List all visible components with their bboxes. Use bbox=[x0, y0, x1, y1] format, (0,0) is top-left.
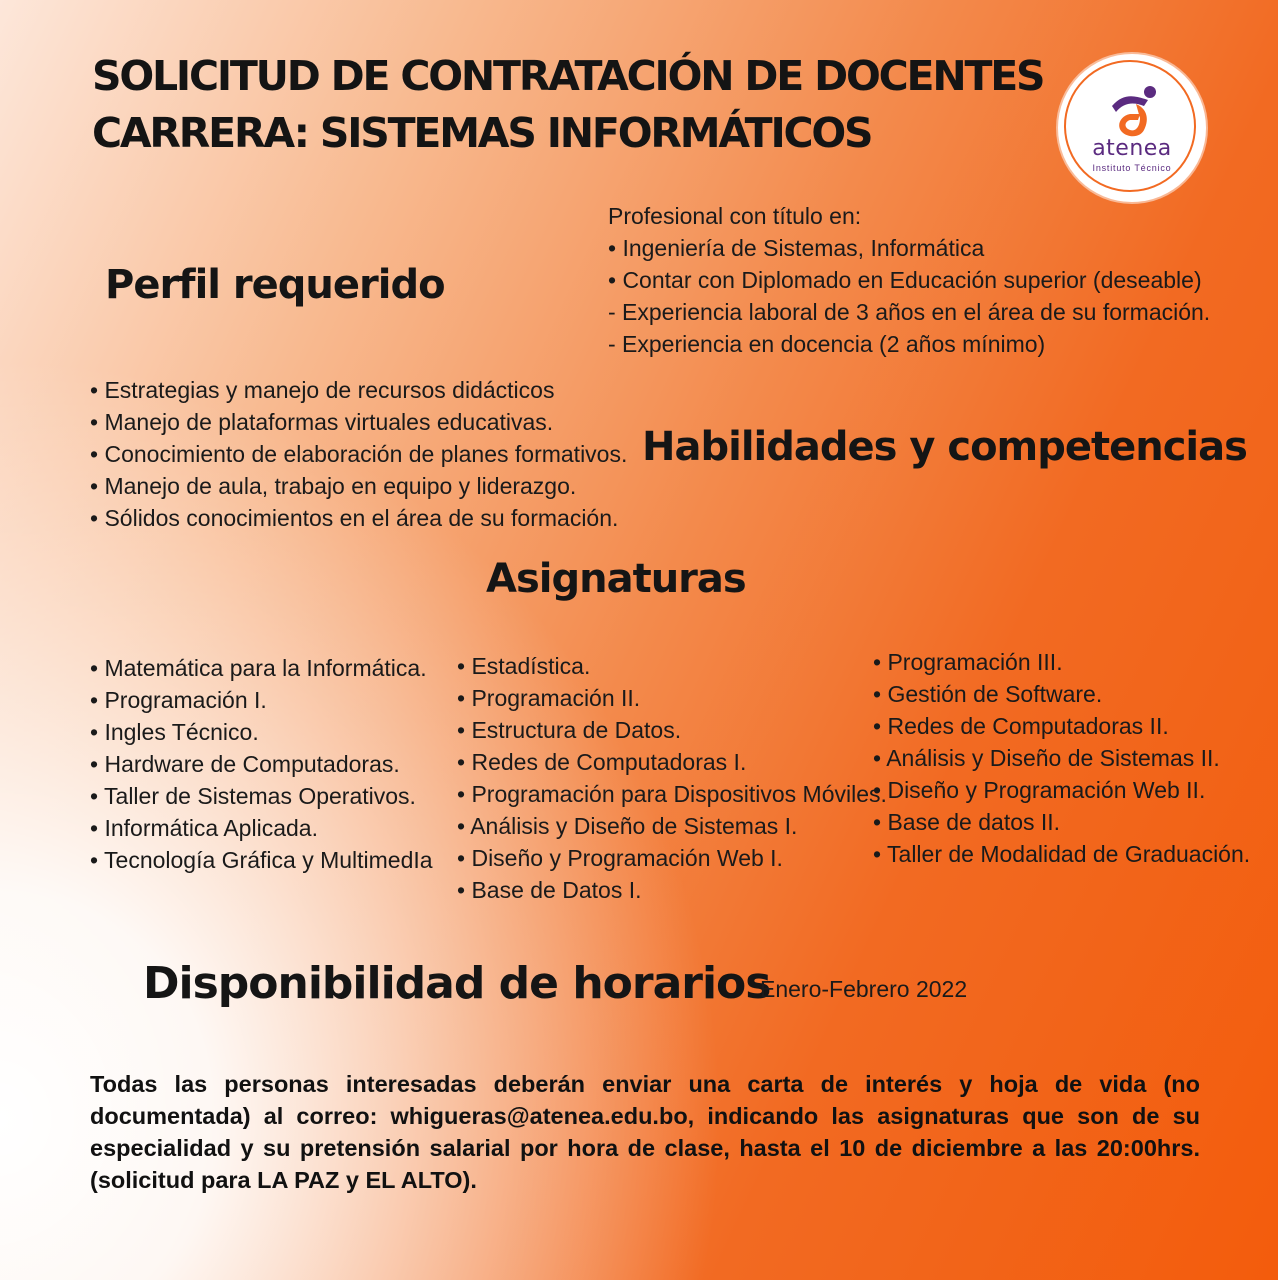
list-item: • Diseño y Programación Web I. bbox=[457, 842, 887, 874]
application-instructions: Todas las personas interesadas deberán enviar una carta de interés y hoja de vida (no documentada) al correo: whigueras@atenea.edu.bo, indicando las asignaturas que son de su especialidad y su pretensión salarial por hora de clase, hasta el 10 de diciembre a las 20:00hrs. (solicitud para LA PAZ y EL ALTO). bbox=[90, 1071, 1200, 1193]
list-item: • Redes de Computadoras II. bbox=[873, 710, 1250, 742]
list-item: • Programación II. bbox=[457, 682, 887, 714]
disponibilidad-dates: Enero-Febrero 2022 bbox=[760, 976, 968, 1002]
logo-wordmark: atenea bbox=[1092, 136, 1172, 161]
perfil-line: • Contar con Diplomado en Educación superior (deseable) bbox=[608, 267, 1202, 293]
list-item: • Análisis y Diseño de Sistemas II. bbox=[873, 742, 1250, 774]
title-line-2: CARRERA: SISTEMAS INFORMÁTICOS bbox=[92, 109, 872, 157]
atenea-figure-logo-icon bbox=[1106, 84, 1166, 140]
list-item: • Estructura de Datos. bbox=[457, 714, 887, 746]
asignaturas-column-3 bbox=[873, 646, 1250, 870]
list-item: • Hardware de Computadoras. bbox=[90, 748, 433, 780]
list-item: • Ingles Técnico. bbox=[90, 716, 433, 748]
list-item: • Taller de Modalidad de Graduación. bbox=[873, 838, 1250, 870]
perfil-line: - Experiencia laboral de 3 años en el área de su formación. bbox=[608, 299, 1211, 325]
list-item: • Conocimiento de elaboración de planes formativos. bbox=[90, 438, 627, 470]
perfil-details bbox=[608, 200, 1210, 360]
asignaturas-heading: Asignaturas bbox=[486, 556, 746, 602]
habilidades-heading: Habilidades y competencias bbox=[642, 424, 1247, 470]
habilidades-list bbox=[90, 374, 627, 534]
list-item: • Manejo de plataformas virtuales educativas. bbox=[90, 406, 627, 438]
perfil-line: Profesional con título en: bbox=[608, 203, 862, 229]
perfil-line: • Ingeniería de Sistemas, Informática bbox=[608, 235, 985, 261]
list-item: • Estrategias y manejo de recursos didácticos bbox=[90, 374, 627, 406]
list-item: • Programación I. bbox=[90, 684, 433, 716]
list-item: • Sólidos conocimientos en el área de su formación. bbox=[90, 502, 627, 534]
title-line-1: SOLICITUD DE CONTRATACIÓN DE DOCENTES bbox=[92, 52, 1044, 100]
list-item: • Diseño y Programación Web II. bbox=[873, 774, 1250, 806]
disponibilidad-heading: Disponibilidad de horarios bbox=[143, 958, 771, 1009]
list-item: • Matemática para la Informática. bbox=[90, 652, 433, 684]
list-item: • Base de datos II. bbox=[873, 806, 1250, 838]
list-item: • Manejo de aula, trabajo en equipo y liderazgo. bbox=[90, 470, 627, 502]
page-title bbox=[92, 48, 1072, 162]
list-item: • Gestión de Software. bbox=[873, 678, 1250, 710]
perfil-heading: Perfil requerido bbox=[105, 262, 445, 308]
list-item: • Redes de Computadoras I. bbox=[457, 746, 887, 778]
list-item: • Programación III. bbox=[873, 646, 1250, 678]
list-item: • Taller de Sistemas Operativos. bbox=[90, 780, 433, 812]
list-item: • Tecnología Gráfica y MultimedIa bbox=[90, 844, 433, 876]
list-item: • Informática Aplicada. bbox=[90, 812, 433, 844]
perfil-line: - Experiencia en docencia (2 años mínimo) bbox=[608, 331, 1046, 357]
asignaturas-column-1 bbox=[90, 652, 433, 876]
asignaturas-column-2 bbox=[457, 650, 887, 906]
list-item: • Base de Datos I. bbox=[457, 874, 887, 906]
logo-subtitle: Instituto Técnico bbox=[1092, 163, 1172, 173]
list-item: • Programación para Dispositivos Móviles. bbox=[457, 778, 887, 810]
list-item: • Análisis y Diseño de Sistemas I. bbox=[457, 810, 887, 842]
list-item: • Estadística. bbox=[457, 650, 887, 682]
